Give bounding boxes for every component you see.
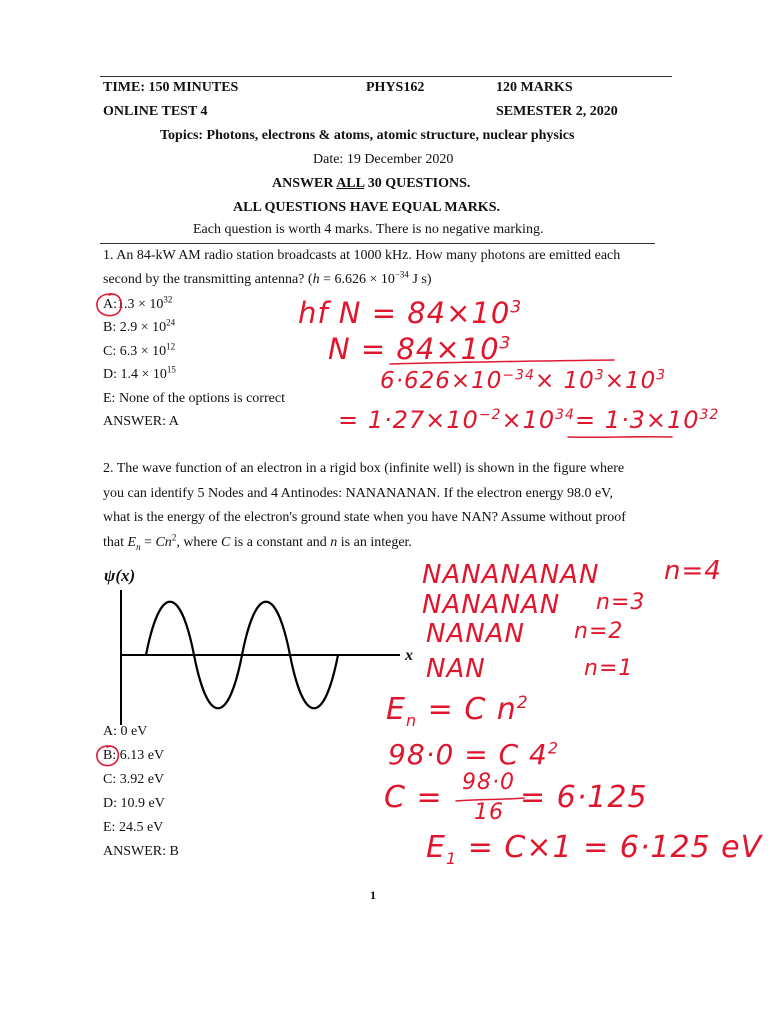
q1-option-e: E: None of the options is correct <box>103 391 285 406</box>
q1-text-line2: second by the transmitting antenna? ($h = 6.626 \times 10^{-34}$ J s) <box>103 269 432 287</box>
answer-all-instruction: ANSWER ALL 30 QUESTIONS. <box>272 176 471 191</box>
q2-hw-row3-n: n=2 <box>574 619 624 644</box>
q2-text-line2: you can identify 5 Nodes and 4 Antinodes: NANANANAN. If the electron energy 98.0 eV, <box>103 486 613 501</box>
q2-text-line1: 2. The wave function of an electron in a rigid box (infinite well) is shown in the figure where <box>103 461 625 476</box>
q2-answer-circle <box>92 742 124 770</box>
q1-option-c: C: $6.3 \times 10^{12}$ <box>103 341 176 359</box>
wave-function-figure <box>100 580 410 730</box>
q2-hw-row4-n: n=1 <box>584 656 634 681</box>
q1-option-a: A:1.3 × $10^{32}$ <box>103 294 173 312</box>
q2-hw-row2-n: n=3 <box>596 590 646 615</box>
q2-option-d: D: 10.9 eV <box>103 796 165 811</box>
header-top-rule <box>100 76 672 77</box>
course-code: PHYS162 <box>366 80 425 95</box>
topics: Topics: Photons, electrons & atoms, atomic structure, nuclear physics <box>160 128 575 143</box>
q2-option-a: A: 0 eV <box>103 724 148 739</box>
q2-hw-eq3-right: = 6·125 <box>520 780 648 815</box>
q1-option-d: D: $1.4 \times 10^{15}$ <box>103 364 176 382</box>
q2-option-c: C: 3.92 eV <box>103 772 165 787</box>
q2-option-e: E: 24.5 eV <box>103 820 164 835</box>
q1-answer-circle <box>92 290 128 320</box>
q2-hw-row1-n: n=4 <box>664 556 722 586</box>
header-bottom-rule <box>100 243 655 244</box>
q2-hw-eq3-num: 98·0 <box>462 770 515 795</box>
q2-hw-row4: NAN <box>426 654 486 684</box>
q1-answer: ANSWER: A <box>103 414 179 429</box>
exam-time: TIME: 150 MINUTES <box>103 80 239 95</box>
q2-hw-eq4: $E_1 = C\times 1 = 6\cdot 125$ eV <box>426 830 763 868</box>
q2-answer: ANSWER: B <box>103 844 179 859</box>
q1-hw-line1: hf $N = 84\times 10^3$ <box>298 296 523 330</box>
q2-text-line3: what is the energy of the electron's ground state when you have NAN? Assume without proof <box>103 510 626 525</box>
exam-date: Date: 19 December 2020 <box>313 152 454 167</box>
q1-answer-underline <box>566 432 676 442</box>
q2-hw-eq1: $E_n = C$ $n^2$ <box>386 692 529 730</box>
total-marks: 120 MARKS <box>496 80 573 95</box>
q2-text-line4: that $E_n = Cn^2$, where C is a constant and n is an integer. <box>103 532 412 552</box>
page-number: 1 <box>370 888 376 902</box>
q2-hw-row3: NANAN <box>426 619 525 649</box>
q1-hw-line4: = $1\cdot 27\times 10^{-2}\times 10^{34}= 1\cdot 3\times 10^{32}$ <box>338 406 720 434</box>
marking-note: Each question is worth 4 marks. There is no negative marking. <box>193 222 544 237</box>
q1-text-line1: 1. An 84-kW AM radio station broadcasts at 1000 kHz. How many photons are emitted each <box>103 248 621 263</box>
q1-option-b: B: $2.9 \times 10^{24}$ <box>103 317 176 335</box>
equal-marks-instruction: ALL QUESTIONS HAVE EQUAL MARKS. <box>233 200 500 215</box>
q1-hw-line2: $N = 84\times 10^3$ <box>328 332 512 366</box>
q2-hw-row2: NANANAN <box>422 590 561 620</box>
test-name: ONLINE TEST 4 <box>103 104 208 119</box>
q2-option-b: B: 6.13 eV <box>103 748 165 763</box>
x-axis-label: x <box>405 647 413 664</box>
semester: SEMESTER 2, 2020 <box>496 104 618 119</box>
q2-hw-eq2: 98·0 = C $4^2$ <box>388 738 560 771</box>
q2-hw-eq3-left: C = <box>384 780 443 815</box>
psi-axis-label: ψ(x) <box>104 566 136 585</box>
q2-hw-row1: NANANANAN <box>422 560 600 590</box>
q1-fraction-bar <box>388 357 618 367</box>
q1-hw-line3: $6\cdot 626\times 10^{-34}\times 10^3\times 10^3$ <box>380 367 667 394</box>
q2-hw-eq3-den: 16 <box>474 800 504 825</box>
